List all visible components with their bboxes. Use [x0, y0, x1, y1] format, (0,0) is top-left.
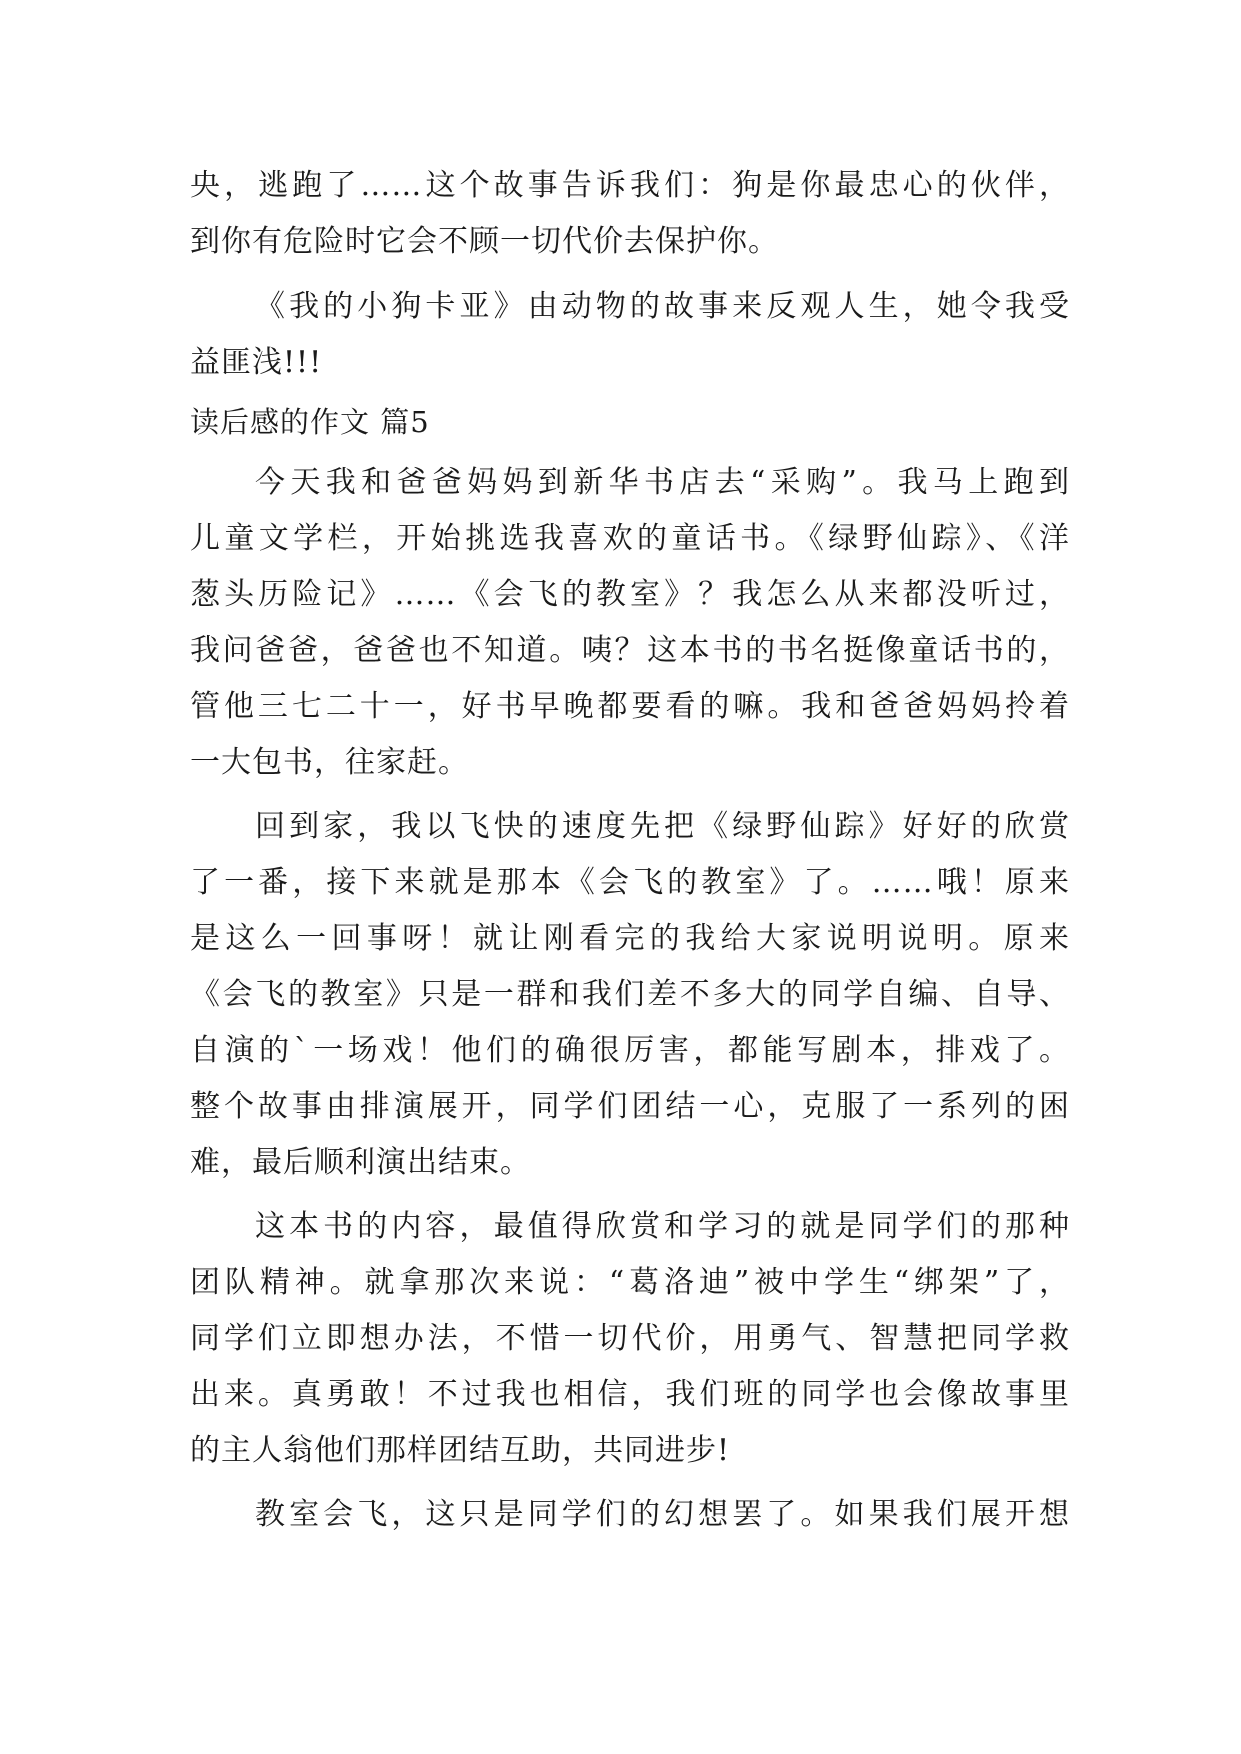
paragraph-line: 同学们立即想办法，不惜一切代价，用勇气、智慧把同学救 [190, 1321, 1070, 1356]
paragraph-line: 回到家，我以飞快的速度先把《绿野仙踪》好好的欣赏 [255, 809, 1070, 844]
paragraph-line: 葱头历险记》……《会飞的教室》？我怎么从来都没听过， [190, 577, 1070, 612]
paragraph-line: 管他三七二十一，好书早晚都要看的嘛。我和爸爸妈妈拎着 [190, 689, 1070, 724]
paragraph-line: 儿童文学栏，开始挑选我喜欢的童话书。《绿野仙踪》、《洋 [190, 521, 1070, 556]
paragraph-line: 到你有危险时它会不顾一切代价去保护你。 [190, 224, 779, 259]
paragraph-line: 《会飞的教室》只是一群和我们差不多大的同学自编、自导、 [190, 977, 1070, 1012]
paragraph-line: 益匪浅!!! [190, 345, 323, 380]
paragraph-line: 这本书的内容，最值得欣赏和学习的就是同学们的那种 [255, 1209, 1070, 1244]
paragraph-line: 央，逃跑了……这个故事告诉我们：狗是你最忠心的伙伴， [190, 168, 1070, 203]
paragraph-line: 我问爸爸，爸爸也不知道。咦？这本书的书名挺像童话书的， [190, 633, 1070, 668]
paragraph-line: 一大包书，往家赶。 [190, 745, 469, 780]
paragraph-line: 自演的`一场戏！他们的确很厉害，都能写剧本，排戏了。 [190, 1033, 1070, 1068]
paragraph-line: 的主人翁他们那样团结互助，共同进步! [190, 1433, 731, 1468]
paragraph-line: 团队精神。就拿那次来说：“葛洛迪”被中学生“绑架”了， [190, 1265, 1070, 1300]
paragraph-line: 了一番，接下来就是那本《会飞的教室》了。……哦！原来 [190, 865, 1070, 900]
paragraph-line: 难，最后顺利演出结束。 [190, 1145, 531, 1180]
paragraph-line: 《我的小狗卡亚》由动物的故事来反观人生，她令我受 [255, 289, 1070, 324]
paragraph-line: 是这么一回事呀！就让刚看完的我给大家说明说明。原来 [190, 921, 1070, 956]
paragraph-line: 整个故事由排演展开，同学们团结一心，克服了一系列的困 [190, 1089, 1070, 1124]
paragraph-line: 出来。真勇敢！不过我也相信，我们班的同学也会像故事里 [190, 1377, 1070, 1412]
section-heading: 读后感的作文 篇5 [190, 405, 430, 439]
paragraph-line: 教室会飞，这只是同学们的幻想罢了。如果我们展开想 [255, 1497, 1070, 1532]
paragraph-line: 今天我和爸爸妈妈到新华书店去“采购”。我马上跑到 [255, 465, 1070, 500]
